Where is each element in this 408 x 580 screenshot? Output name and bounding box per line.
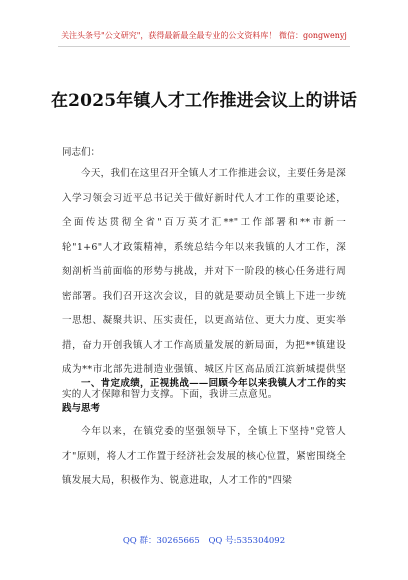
section-heading-1: 一、肯定成绩，正视挑战——回顾今年以来我镇人才工作的实践与思考 <box>62 378 346 414</box>
footer-qq-group: QQ 群：30265665 <box>122 536 200 546</box>
footer-qq-number: QQ 号:535304092 <box>208 536 286 546</box>
header-promo-note: 关注头条号"公文研究"，获得最新最全最专业的公文资料库！ 微信：gongwenyj <box>61 31 347 40</box>
header-divider <box>58 46 350 47</box>
body-paragraph-section1: 今年以来，在镇党委的坚强领导下，全镇上下坚持"党管人才"原则，将人才工作置于经济社会发展的核心位置，紧密围绕全镇发展大局，积极作为、锐意进取，人才工作的"四梁 <box>62 426 346 486</box>
document-title: 在2025年镇人才工作推进会议上的讲话 <box>50 91 358 111</box>
body-paragraph-intro: 今天，我们在这里召开全镇人才工作推进会议，主要任务是深入学习领会习近平总书记关于做好新时代人才工作的重要论述，全面传达贯彻全省"百万英才汇**"工作部署和**市新一轮"1+6"人才政策精神，系统总结今年以来我镇的人才工作，深刻剖析当前面临的形势与挑战，并对下一阶段的核心任务进行周密部署。我们召开这次会议，目的就是要动员全镇上下进一步统一思想、凝聚共识、压实责任，以更高站位、更大力度、更实举措，奋力开创我镇人才工作高质量发展的新局面，为把**镇建设成为**市北部先进制造业强镇、城区片区高品质江滨新城提供坚实的人才保障和智力支撑。下面，我讲三点意见。 <box>62 168 346 400</box>
footer-contact <box>0 534 408 546</box>
salutation: 同志们： <box>62 147 101 158</box>
